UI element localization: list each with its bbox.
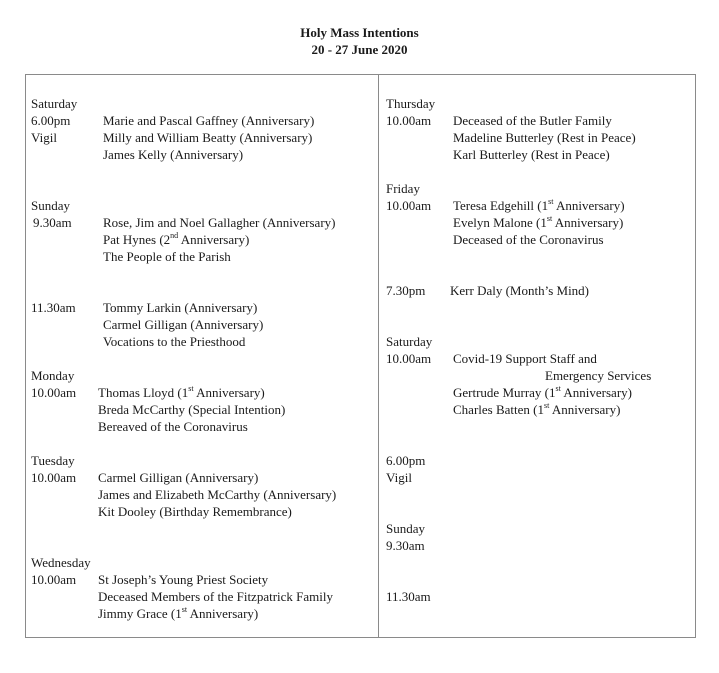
- mass-note: Vigil: [386, 470, 412, 485]
- intention: James and Elizabeth McCarthy (Anniversary): [98, 487, 337, 502]
- intention: Kit Dooley (Birthday Remembrance): [98, 504, 292, 519]
- intention: Carmel Gilligan (Anniversary): [103, 317, 264, 332]
- intention: Karl Butterley (Rest in Peace): [453, 147, 610, 162]
- intention: Pat Hynes (2nd Anniversary): [103, 230, 250, 247]
- mass-time: 9.30am: [386, 538, 425, 553]
- intention: Kerr Daly (Month’s Mind): [450, 283, 590, 298]
- mass-time: 11.30am: [386, 589, 431, 604]
- day-label: Friday: [386, 181, 420, 196]
- page-title: [0, 24, 719, 58]
- intention: Carmel Gilligan (Anniversary): [98, 470, 259, 485]
- mass-time: 10.00am: [31, 385, 77, 400]
- intention: Covid-19 Support Staff and: [453, 351, 597, 366]
- intention: Madeline Butterley (Rest in Peace): [453, 130, 636, 145]
- intention: Deceased of the Butler Family: [453, 113, 612, 128]
- day-label: Tuesday: [31, 453, 75, 468]
- mass-time: 10.00am: [386, 113, 432, 128]
- day-label: Sunday: [386, 521, 425, 536]
- intention: Milly and William Beatty (Anniversary): [103, 130, 313, 145]
- intention: Deceased of the Coronavirus: [453, 232, 604, 247]
- intention: Marie and Pascal Gaffney (Anniversary): [103, 113, 315, 128]
- intention: Jimmy Grace (1st Anniversary): [98, 604, 259, 621]
- mass-time: 10.00am: [386, 351, 432, 366]
- day-label: Thursday: [386, 96, 436, 111]
- mass-time: 10.00am: [386, 198, 432, 213]
- mass-time: 11.30am: [31, 300, 76, 315]
- column-divider: [378, 74, 379, 638]
- intention: Bereaved of the Coronavirus: [98, 419, 248, 434]
- day-label: Wednesday: [31, 555, 91, 570]
- mass-time: 9.30am: [33, 215, 72, 230]
- intention: St Joseph’s Young Priest Society: [98, 572, 269, 587]
- title-text: Holy Mass Intentions: [300, 25, 419, 40]
- mass-time: 6.00pm: [386, 453, 426, 468]
- intention: Vocations to the Priesthood: [103, 334, 246, 349]
- intention: Thomas Lloyd (1st Anniversary): [98, 383, 265, 400]
- mass-time: 10.00am: [31, 572, 77, 587]
- day-label: Sunday: [31, 198, 70, 213]
- mass-time: 10.00am: [31, 470, 77, 485]
- day-label: Saturday: [386, 334, 433, 349]
- intention: Rose, Jim and Noel Gallagher (Anniversary): [103, 215, 336, 230]
- intention-continued: Emergency Services: [545, 368, 652, 383]
- day-label: Saturday: [31, 96, 78, 111]
- intention: Teresa Edgehill (1st Anniversary): [453, 196, 625, 213]
- intention: Deceased Members of the Fitzpatrick Family: [98, 589, 334, 604]
- mass-time: 6.00pm: [31, 113, 71, 128]
- mass-note: Vigil: [31, 130, 57, 145]
- mass-time: 7.30pm: [386, 283, 426, 298]
- intention: Breda McCarthy (Special Intention): [98, 402, 286, 417]
- intention: Charles Batten (1st Anniversary): [453, 400, 621, 417]
- date-range: 20 - 27 June 2020: [311, 42, 408, 57]
- intention: Evelyn Malone (1st Anniversary): [453, 213, 624, 230]
- day-label: Monday: [31, 368, 75, 383]
- intention: James Kelly (Anniversary): [103, 147, 244, 162]
- intention: Tommy Larkin (Anniversary): [103, 300, 258, 315]
- intention: The People of the Parish: [103, 249, 231, 264]
- intention: Gertrude Murray (1st Anniversary): [453, 383, 632, 400]
